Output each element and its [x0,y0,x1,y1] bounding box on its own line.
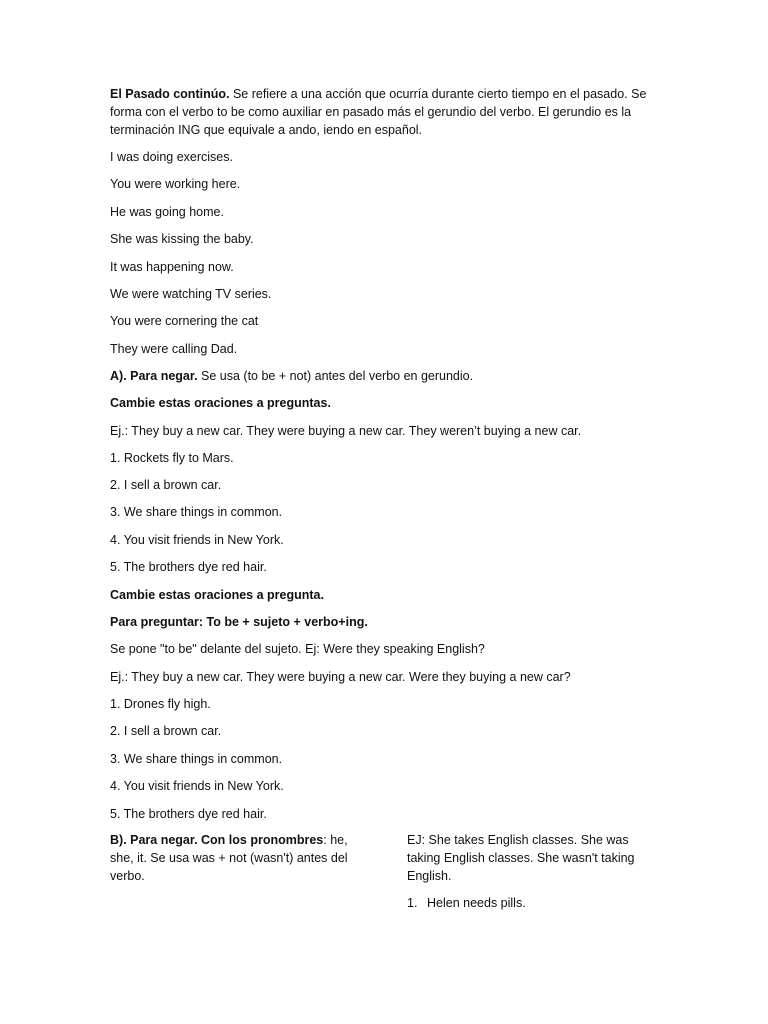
exercise-item: 4. You visit friends in New York. [110,533,284,547]
section-a-title: A). Para negar. [110,369,198,383]
section-a-example: Ej.: They buy a new car. They were buying a new car. They weren’t buying a new car. [110,424,582,438]
exercise-item: 2. I sell a brown car. [110,478,222,492]
exercise-item: 3. We share things in common. [110,505,283,519]
example-sentence: He was going home. [110,205,224,219]
section-q-explanation: Se pone "to be" delante del sujeto. Ej: Were they speaking English? [110,642,485,656]
section-a-instruction: Cambie estas oraciones a preguntas. [110,396,331,410]
exercise-item: 1. Rockets fly to Mars. [110,451,234,465]
section-b-heading [110,831,372,885]
section-b-text: : he, she, it. Se usa was + not (wasn't) antes del verbo. [110,833,348,883]
section-q-example: Ej.: They buy a new car. They were buying a new car. Were they buying a new car? [110,670,571,684]
example-sentence: You were cornering the cat [110,314,259,328]
exercise-item: 2. I sell a brown car. [110,724,222,738]
example-sentence: You were working here. [110,177,241,191]
exercise-item: 3. We share things in common. [110,752,283,766]
section-q-instruction: Cambie estas oraciones a pregunta. [110,588,324,602]
intro-paragraph [110,85,658,139]
section-a-text: Se usa (to be + not) antes del verbo en gerundio. [197,369,474,383]
example-sentence: We were watching TV series. [110,287,272,301]
example-sentence: I was doing exercises. [110,150,233,164]
section-b-example: EJ: She takes English classes. She was taking English classes. She wasn't taking English. [407,833,635,883]
exercise-item: 5. The brothers dye red hair. [110,560,267,574]
section-q-rule: Para preguntar: To be + sujeto + verbo+ing. [110,615,368,629]
item-number: 1. [407,896,418,910]
exercise-item: 4. You visit friends in New York. [110,779,284,793]
exercise-item: 1. Drones fly high. [110,697,211,711]
example-sentence: They were calling Dad. [110,342,238,356]
example-sentence: It was happening now. [110,260,234,274]
exercise-item [407,894,659,912]
item-text: Helen needs pills. [427,896,526,910]
intro-text: Se refiere a una acción que ocurría durante cierto tiempo en el pasado. Se forma con el verbo to be como auxiliar en pasado más el gerundio del verbo. El gerundio es la terminación ING que equivale a ando, iendo en español. [110,87,647,137]
section-a-heading [110,367,658,385]
intro-title: El Pasado continúo. [110,87,230,101]
section-b-title: B). Para negar. Con los pronombres [110,833,324,847]
exercise-item: 5. The brothers dye red hair. [110,807,267,821]
example-sentence: She was kissing the baby. [110,232,254,246]
